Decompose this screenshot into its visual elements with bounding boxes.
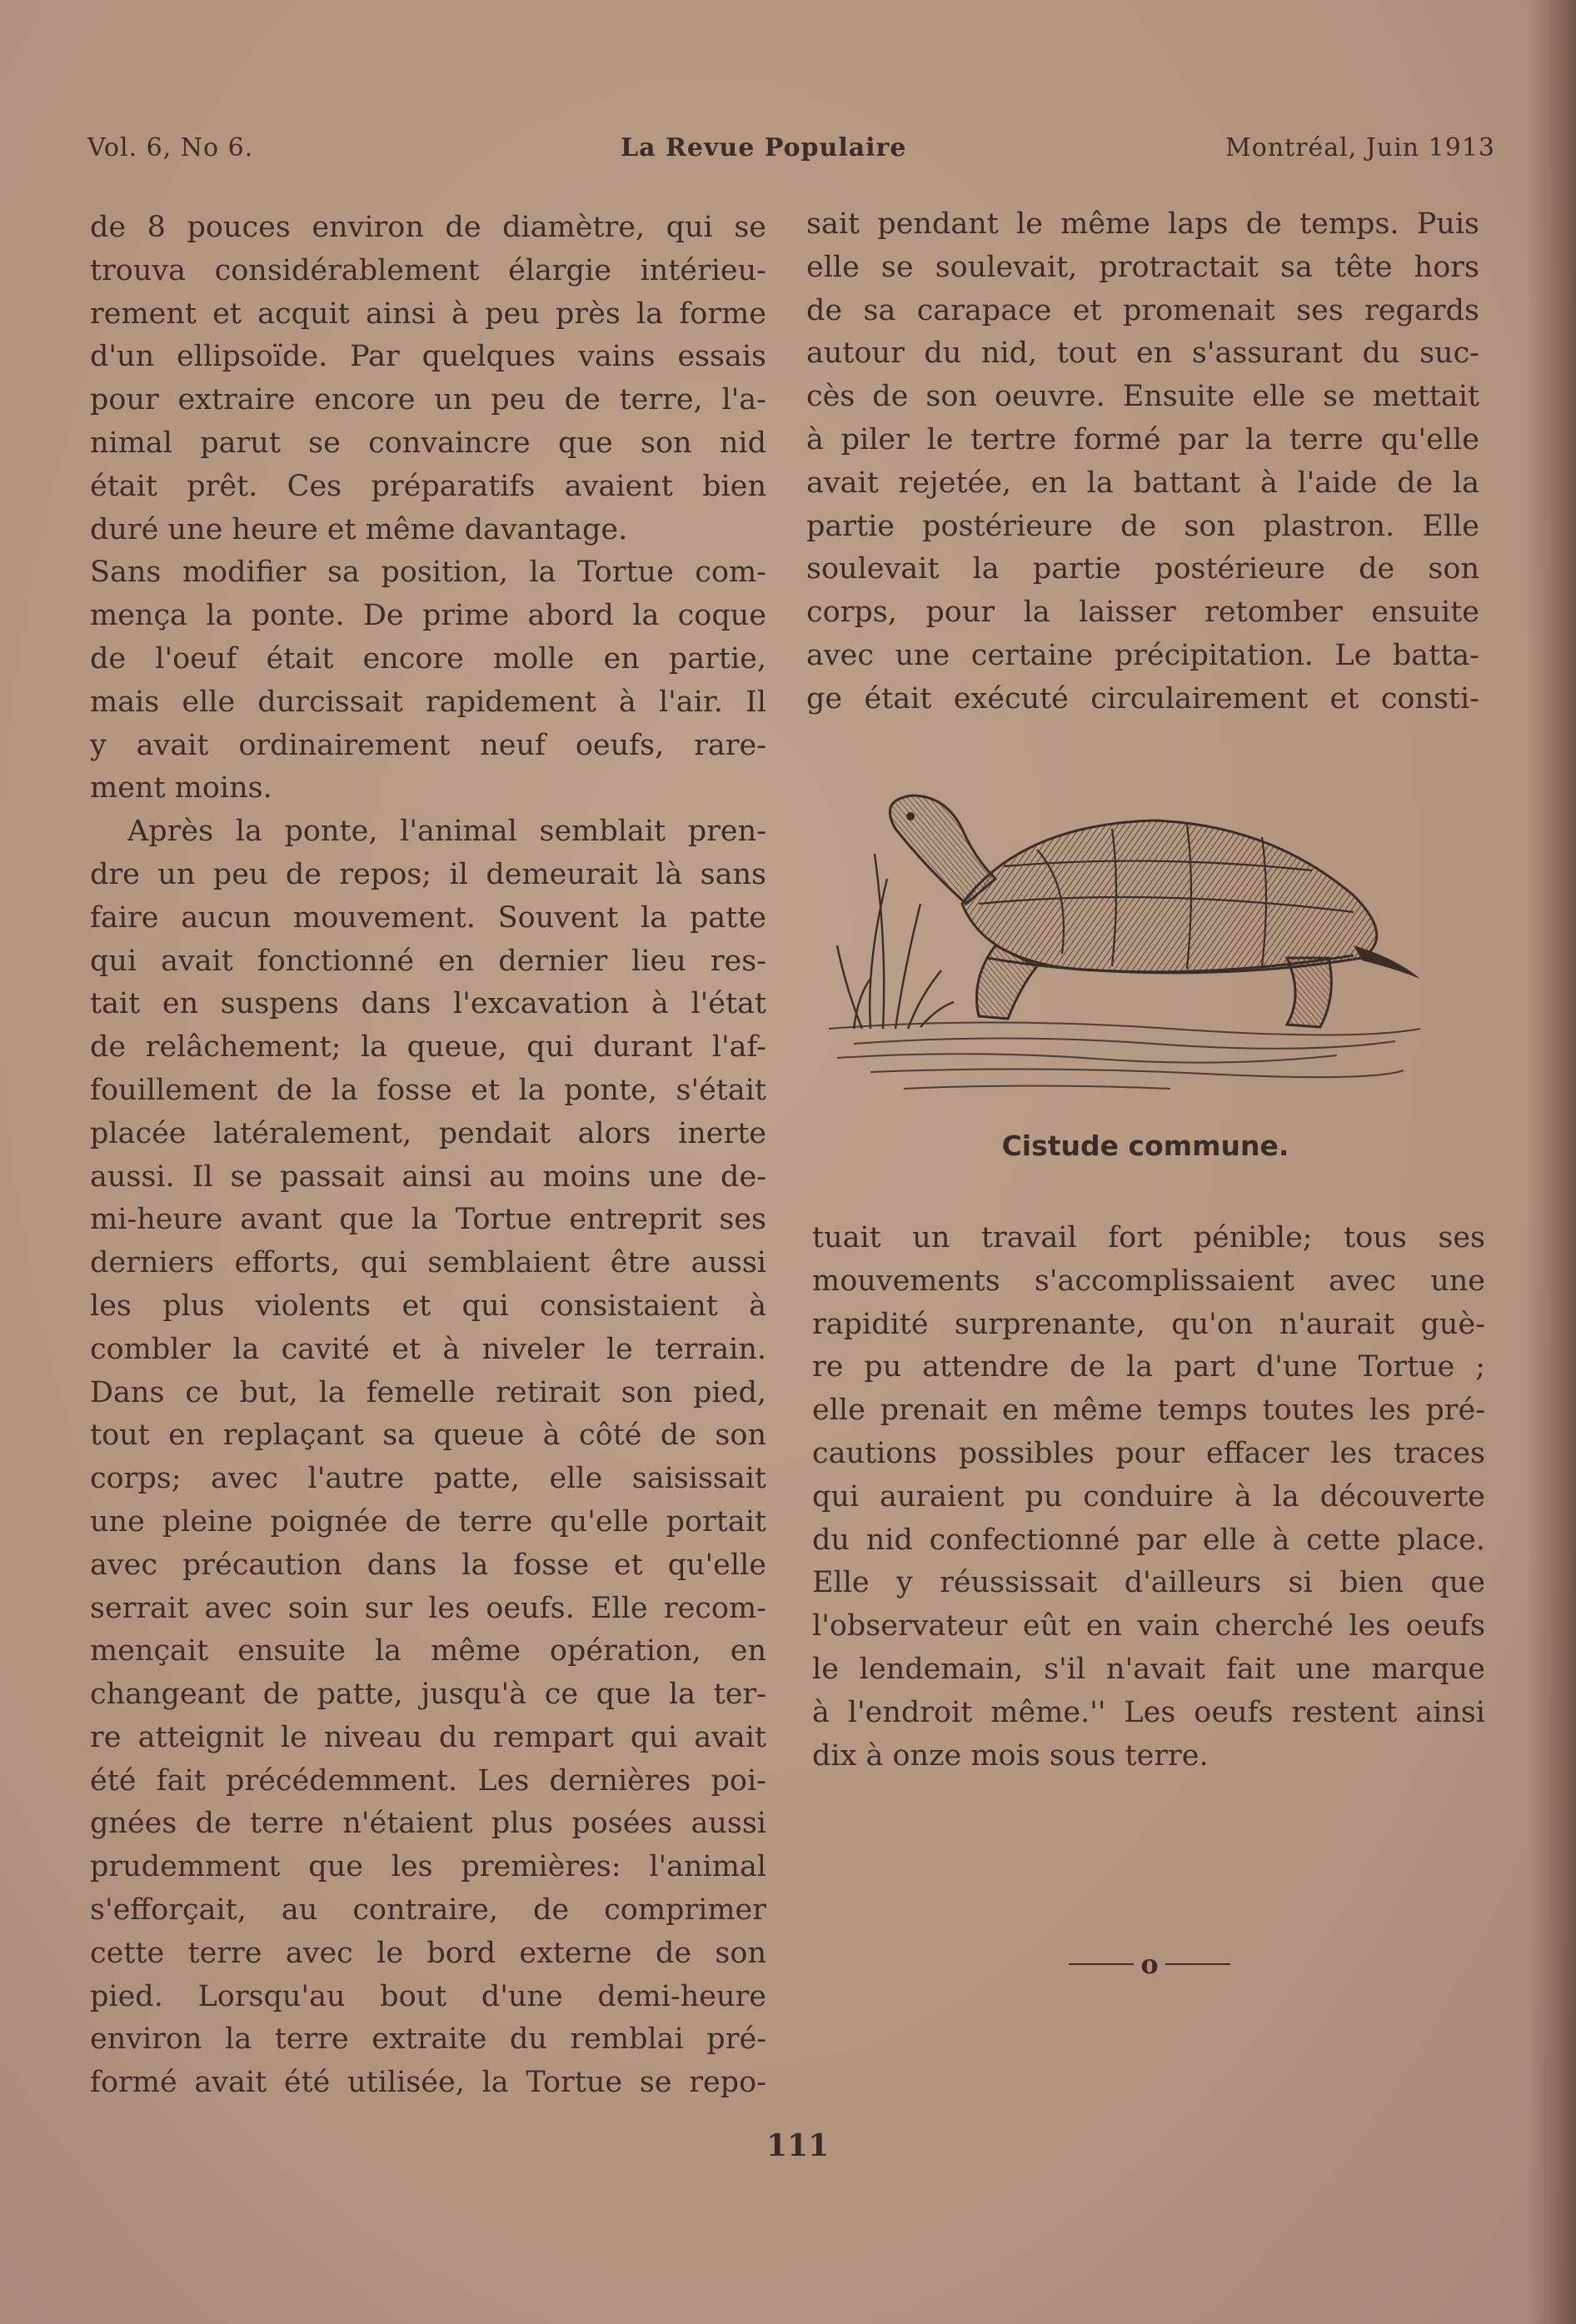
text-line: à l'endroit même.'' Les oeufs restent ainsi: [812, 1695, 1485, 1729]
text-line: ment moins.: [90, 771, 272, 805]
text-line: de 8 pouces environ de diamètre, qui se: [90, 211, 766, 244]
text-line: qui avait fonctionné en dernier lieu res-: [90, 944, 766, 978]
text-line: du nid confectionné par elle à cette place.: [812, 1523, 1485, 1557]
turtle-engraving-icon: [820, 779, 1429, 1112]
text-line: s'efforçait, au contraire, de comprimer: [90, 1893, 766, 1928]
text-line: re atteignit le niveau du rempart qui avait: [90, 1720, 766, 1754]
text-line: combler la cavité et à niveler le terrain.: [90, 1332, 766, 1366]
text-line: tout en replaçant sa queue à côté de son: [90, 1419, 766, 1453]
text-line: d'un ellipsoïde. Par quelques vains essais: [90, 340, 766, 374]
text-line: ge était exécuté circulairement et consti-: [806, 681, 1479, 716]
section-divider: [1062, 1947, 1237, 1981]
text-line: le lendemain, s'il n'avait fait une marque: [812, 1652, 1485, 1686]
right-column-text-bottom: [812, 1217, 1485, 1778]
text-line: était prêt. Ces préparatifs avaient bien: [90, 469, 766, 503]
page-spine-shadow: [1526, 0, 1576, 2324]
text-line: corps; avec l'autre patte, elle saisissait: [90, 1462, 766, 1496]
text-line: nimal parut se convaincre que son nid: [90, 426, 766, 460]
text-line: pied. Lorsqu'au bout d'une demi-heure: [90, 1979, 766, 2013]
text-line: l'observateur eût en vain cherché les oeufs: [812, 1609, 1485, 1643]
text-line: corps, pour la laisser retomber ensuite: [806, 596, 1479, 630]
text-line: pour extraire encore un peu de terre, l'a-: [90, 383, 766, 417]
text-line: prudemment que les premières: l'animal: [90, 1850, 766, 1884]
text-line: Après la ponte, l'animal semblait pren-: [127, 815, 766, 849]
text-line: cautions possibles pour effacer les traces: [812, 1436, 1485, 1470]
text-line: Dans ce but, la femelle retirait son pied,: [90, 1375, 766, 1409]
text-line: formé avait été utilisée, la Tortue se repo-: [90, 2066, 766, 2100]
text-line: cette terre avec le bord externe de son: [90, 1936, 766, 1970]
text-line: y avait ordinairement neuf oeufs, rare-: [90, 728, 766, 762]
text-line: rapidité surprenante, qu'on n'aurait guè-: [812, 1307, 1485, 1341]
text-line: Elle y réussissait d'ailleurs si bien que: [812, 1566, 1485, 1600]
text-line: mençait ensuite la même opération, en: [90, 1634, 766, 1668]
text-line: serrait avec soin sur les oeufs. Elle recom-: [90, 1591, 766, 1625]
text-line: duré une heure et même davantage.: [90, 512, 628, 546]
text-line: changeant de patte, jusqu'à ce que la ter-: [90, 1678, 766, 1712]
text-line: les plus violents et qui consistaient à: [90, 1289, 766, 1323]
text-line: faire aucun mouvement. Souvent la patte: [90, 900, 766, 935]
text-line: tait en suspens dans l'excavation à l'état: [90, 987, 766, 1021]
text-line: rement et acquit ainsi à peu près la forme: [90, 297, 766, 331]
text-line: avec précaution dans la fosse et qu'elle: [90, 1548, 766, 1582]
text-line: re pu attendre de la part d'une Tortue ;: [812, 1350, 1485, 1384]
text-line: à piler le tertre formé par la terre qu'elle: [806, 422, 1479, 456]
text-line: aussi. Il se passait ainsi au moins une de-: [90, 1160, 766, 1194]
text-line: une pleine poignée de terre qu'elle portait: [90, 1504, 766, 1539]
text-line: environ la terre extraite du remblai pré-: [90, 2022, 766, 2057]
text-line: mi-heure avant que la Tortue entreprit ses: [90, 1203, 766, 1237]
text-line: gnées de terre n'étaient plus posées aussi: [90, 1807, 766, 1841]
text-line: partie postérieure de son plastron. Elle: [806, 509, 1479, 543]
left-column-text: [90, 207, 766, 2105]
issue-date: Montréal, Juin 1913: [1225, 133, 1495, 162]
volume-number: Vol. 6, No 6.: [87, 133, 254, 162]
text-line: elle se soulevait, protractait sa tête hors: [806, 250, 1479, 284]
text-line: sait pendant le même laps de temps. Puis: [806, 207, 1479, 241]
running-header: [87, 133, 1495, 167]
text-line: mais elle durcissait rapidement à l'air. Il: [90, 685, 766, 719]
text-line: mouvements s'accomplissaient avec une: [812, 1264, 1485, 1298]
divider-rule-left: [1069, 1963, 1134, 1965]
text-line: qui auraient pu conduire à la découverte: [812, 1479, 1485, 1514]
text-line: trouva considérablement élargie intérieu-: [90, 253, 766, 287]
right-column-text-top: [806, 203, 1479, 721]
text-line: de sa carapace et promenait ses regards: [806, 293, 1479, 327]
text-line: avec une certaine précipitation. Le batta-: [806, 638, 1479, 672]
text-line: de l'oeuf était encore molle en partie,: [90, 641, 766, 676]
text-line: derniers efforts, qui semblaient être aussi: [90, 1246, 766, 1280]
text-line: fouillement de la fosse et la ponte, s'était: [90, 1073, 766, 1107]
text-line: soulevait la partie postérieure de son: [806, 552, 1479, 586]
text-line: été fait précédemment. Les dernières poi-: [90, 1763, 766, 1798]
text-line: avait rejetée, en la battant à l'aide de la: [806, 466, 1479, 500]
page-number: 111: [766, 2128, 830, 2163]
text-line: de relâchement; la queue, qui durant l'af-: [90, 1030, 766, 1065]
divider-rule-right: [1165, 1963, 1230, 1965]
publication-title: La Revue Populaire: [621, 133, 907, 162]
text-line: cès de son oeuvre. Ensuite elle se mettait: [806, 380, 1479, 414]
divider-mark: o: [1140, 1948, 1159, 1980]
text-line: mença la ponte. De prime abord la coque: [90, 599, 766, 633]
text-line: elle prenait en même temps toutes les pré-: [812, 1394, 1485, 1428]
figure-caption: Cistude commune.: [1001, 1130, 1289, 1162]
text-line: placée latéralement, pendait alors inerte: [90, 1116, 766, 1150]
text-line: dix à onze mois sous terre.: [812, 1738, 1209, 1773]
text-line: tuait un travail fort pénible; tous ses: [812, 1221, 1485, 1254]
text-line: autour du nid, tout en s'assurant du suc-: [806, 337, 1479, 371]
text-line: Sans modifier sa position, la Tortue com-: [90, 556, 766, 590]
text-line: dre un peu de repos; il demeurait là sans: [90, 857, 766, 891]
